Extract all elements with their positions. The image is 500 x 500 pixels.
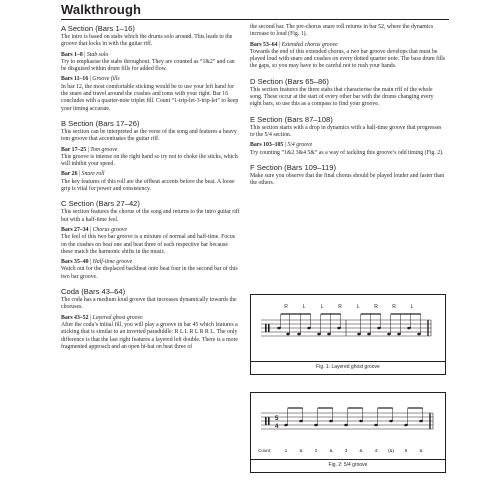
fig1-note: [317, 333, 321, 336]
subsection-heading: Bar 26 | Snare roll: [61, 171, 105, 178]
fig2-count: 2: [314, 448, 318, 453]
subsection-heading: Bars 11–16 | Groove fills: [61, 76, 120, 83]
fig1-note: [407, 327, 411, 330]
subsection-name: Layered ghost groove: [92, 314, 143, 321]
subsection-name: Chorus groove: [92, 226, 128, 233]
subsection-text: After the coda’s initial fill, you will play a groove in bar 45 which features a sticking that is similar to an inverted paradiddle: R L L R L R R L. The only difference is that the last right features a layered left double. There is a more fragmented approach and an open hi-hat on beat three of: [61, 321, 239, 350]
fig2-count: &: [299, 448, 303, 453]
section-heading: Coda (Bars 43–64): [61, 287, 126, 297]
fig2-count-label: Count:: [258, 448, 272, 453]
fig1-note: [417, 333, 421, 336]
section: [250, 163, 446, 188]
section-intro: The coda has a medium loud groove that increases dynamically towards the choruses.: [61, 297, 237, 311]
fig2-count: (&): [387, 448, 395, 453]
fig1-sticking-letter: L: [356, 304, 360, 310]
fig2-count: 1: [284, 448, 288, 453]
fig2-note: [329, 420, 333, 423]
section: [61, 199, 241, 281]
fig2-note: [344, 424, 348, 427]
subsection-heading: Bars 103–105 | 5/4 groove: [250, 142, 313, 149]
fig2-time-signature: 5: [275, 416, 279, 422]
subsection-text: Watch out for the displaced backbeat onto beat four in the second bar of this two bar groove.: [61, 266, 238, 280]
fig1-sticking-letter: R: [374, 304, 378, 310]
subsection-name: Snare roll: [81, 171, 105, 178]
fig1-sticking-letter: L: [320, 304, 324, 310]
subsection-bars: Bars 35–40: [61, 259, 89, 266]
section-intro: This section features the chorus of the song and returns to the intro guitar riff but with a half-time feel.: [61, 209, 240, 223]
fig1-note: [377, 327, 381, 330]
section-heading: B Section (Bars 17–26): [61, 118, 140, 128]
section: [250, 24, 446, 71]
subsection-text: The feel of this two bar groove is a mixture of normal and half-time. Focus on the crashes on beat one and beat three of each respective bar because these match the harmonic shifts in the music.: [61, 234, 236, 255]
subsection-name: Groove fills: [92, 76, 120, 83]
subsection-heading: Bars 53–64 | Extended chorus groove: [250, 41, 338, 48]
fig1-sticking-letter: R: [284, 304, 288, 310]
fig1-note: [327, 333, 331, 336]
fig2-count: 5: [404, 448, 408, 453]
section-intro: This section can be interpreted as the verse of the song and features a heavy tom groove that accentuates the guitar riff.: [61, 128, 237, 143]
subsection-bars: Bars 103–105: [250, 142, 284, 149]
fig1-sticking-letter: R: [392, 304, 396, 310]
figure-2: [250, 392, 446, 473]
fig1-note: [297, 333, 301, 336]
subsection-heading: Bar 17–25 | Tom groove: [61, 146, 118, 153]
figure-1-notation: [251, 295, 445, 361]
subsection-bars: Bars 27–34: [61, 226, 89, 233]
title-rule: [61, 19, 449, 20]
subsection-heading: Bars 43–52 | Layered ghost groove: [61, 314, 143, 321]
fig2-note: [314, 424, 318, 427]
subsection-text: The key features of this roll are the offbeat accents before the beat. A loose grip is vital for power and consistency.: [61, 178, 235, 193]
section-heading: F Section (Bars 109–119): [250, 162, 336, 172]
left-column: [61, 24, 241, 357]
fig1-note: [307, 327, 311, 330]
fig2-note: [374, 424, 378, 427]
figure-2-notation: [251, 393, 445, 459]
figure-2-caption: Fig. 2: 5/4 groove: [328, 462, 368, 468]
subsection-heading: Bars 1–8 | Stab solo: [61, 51, 109, 58]
fig2-count: 3: [344, 448, 348, 453]
subsection-name: Extended chorus groove: [281, 41, 338, 48]
fig1-sticking: [284, 304, 413, 310]
fig2-note: [299, 420, 303, 423]
subsection-text: Try counting “1&2 3&4 5&” as a way of tackling this groove’s odd timing (Fig. 2).: [250, 149, 444, 156]
subsection-name: Tom groove: [90, 146, 118, 153]
fig2-counts: [285, 448, 423, 453]
section: [250, 77, 446, 109]
section-heading: C Section (Bars 27–42): [61, 199, 140, 209]
section: [250, 115, 446, 157]
section: [61, 287, 241, 351]
fig2-note: [389, 420, 393, 423]
subsection-text: This groove is intense on the right hand so try not to choke the sticks, which will inhibit your speed.: [61, 153, 238, 168]
fig2-note: [284, 424, 288, 427]
subsection-name: Stab solo: [86, 51, 109, 58]
subsection-bars: Bar 17–25: [61, 146, 87, 153]
fig1-note: [357, 333, 361, 336]
fig1-note: [337, 327, 341, 330]
subsection-text: In bar 12, the most comfortable sticking would be to use your left hand for the snare and travel around the crashes and toms with your right. Bar 16 concludes with a quarter-note triplet fill. Count “1-trip-let-3-trip-let” to keep your timing accurate.: [61, 83, 239, 112]
section-intro: Make sure you observe that the final chorus should be played louder and faster than the others.: [250, 172, 445, 187]
section-intro: This section starts with a drop in dynamics with a half-time groove that progresses to the 5/4 section.: [250, 124, 442, 138]
right-column: [250, 24, 446, 193]
fig1-note: [277, 327, 281, 330]
subsection-bars: Bars 11–16: [61, 76, 89, 83]
fig2-staff: [261, 413, 433, 429]
section: [61, 119, 241, 193]
subsection-text: Try to emphasise the stabs throughout. They are counted as “1&2” and can be disguised within drum fills for added flow.: [61, 58, 235, 73]
subsection-text: Towards the end of this extended chorus, a two bar groove develops that must be played loud with snare and crashes on every dotted quarter note. The bass drum fills the gaps, so you may have to be careful not to rush your hands.: [250, 48, 446, 70]
section-intro: the second bar. The pre-chorus snare roll returns in bar 52, where the dynamics increase to loud (Fig. 1).: [250, 24, 434, 38]
subsection-bars: Bars 53–64: [250, 41, 278, 48]
page-title: Walkthrough: [61, 2, 142, 17]
fig1-note: [367, 333, 371, 336]
section-intro: This section features the three stabs that characterise the main riff of the whole song. These occur at the start of every other bar with the drums changing every eight bars, so use this as a compass to find your groove.: [250, 86, 434, 108]
fig1-note: [397, 333, 401, 336]
subsection-heading: Bars 27–34 | Chorus groove: [61, 226, 128, 233]
section: [61, 24, 241, 113]
fig2-note: [359, 420, 363, 423]
subsection-bars: Bars 43–52: [61, 314, 89, 321]
subsection-bars: Bars 1–8: [61, 51, 83, 58]
subsection-bars: Bar 26: [61, 171, 78, 178]
figure-1-caption: Fig. 1: Layered ghost groove: [316, 364, 380, 370]
fig2-note: [419, 420, 423, 423]
section-intro: The intro is based on stabs which the drums solo around. This leads to the groove that locks in with the guitar riff.: [61, 34, 233, 48]
section-heading: D Section (Bars 65–86): [250, 76, 329, 86]
fig1-sticking-letter: R: [338, 304, 342, 310]
section-heading: A Section (Bars 1–16): [61, 24, 135, 33]
fig2-count: &: [329, 448, 333, 453]
fig2-count: &: [359, 448, 363, 453]
fig1-note: [387, 333, 391, 336]
figure-1: [250, 294, 446, 375]
fig2-note: [404, 424, 408, 427]
subsection-name: Half-time groove: [92, 259, 133, 266]
svg-text:4: 4: [275, 424, 279, 430]
section-heading: E Section (Bars 87–108): [250, 114, 333, 124]
fig1-sticking-letter: L: [302, 304, 306, 310]
fig1-sticking-letter: L: [410, 304, 414, 310]
fig2-count: 4: [374, 448, 378, 453]
subsection-heading: Bars 35–40 | Half-time groove: [61, 259, 133, 266]
fig2-count: &: [419, 448, 423, 453]
subsection-name: 5/4 groove: [287, 142, 313, 149]
fig1-note: [286, 333, 290, 336]
